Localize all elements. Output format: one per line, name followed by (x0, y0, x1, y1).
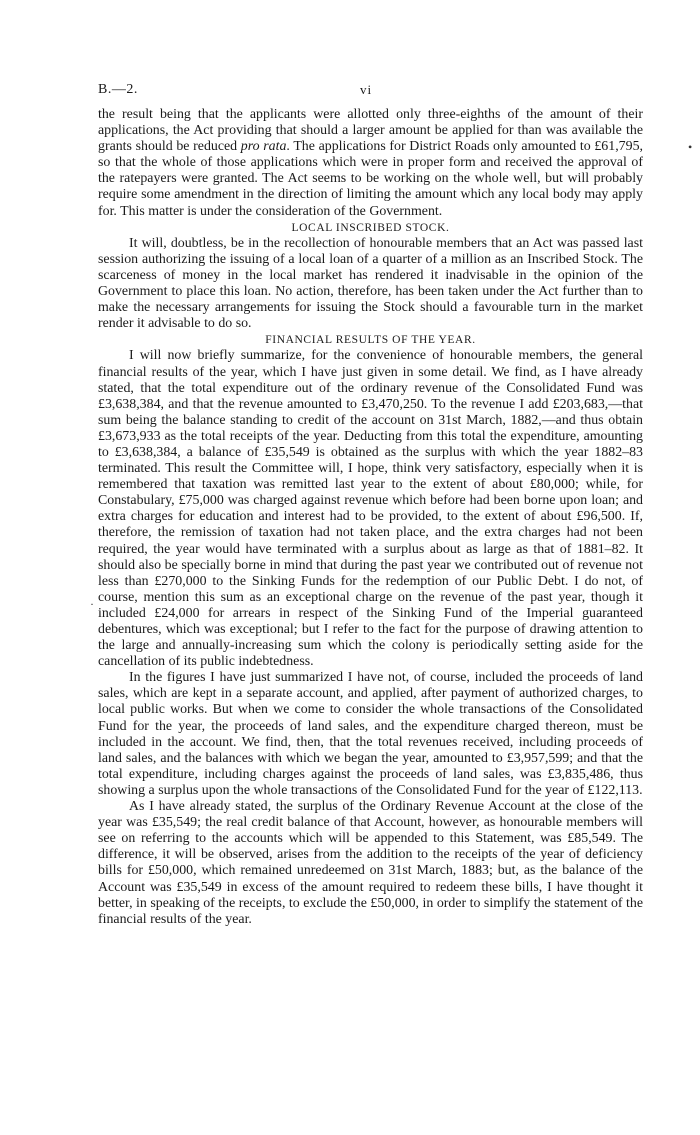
document-body (98, 107, 643, 928)
paragraph-local-stock: It will, doubtless, be in the recollection of honourable members that an Act was passed last session authorizing the issuing of a local loan of a quarter of a million as an Inscribed Stock. The scarceness of money in the local market has rendered it inadvisable in the opinion of the Government to place this loan. No action, therefore, has been taken under the Act further than to make the necessary arrangements for issuing the Stock should a favourable turn in the market render it advisable to do so. (98, 235, 643, 332)
page-number: vi (360, 82, 373, 97)
heading-local-inscribed-stock: LOCAL INSCRIBED STOCK. (291, 221, 450, 234)
continued-text-b: . The applications for District Roads only amounted to £61,795, so that the whole of those applications which were in proper form and received the approval of the ratepayers were granted. The Act seems to be working on the whole well, but will probably require some amendment in the direction of limiting the amount which any local body may apply for. This matter is under the consideration of the Government. (98, 139, 643, 219)
italic-phrase: pro rata (240, 139, 287, 155)
paragraph-land-sales: In the figures I have just summarized I have not, of course, included the proceeds of land sales, which are kept in a separate account, and applied, after payment of authorized charges, to local public works. But when we come to consider the whole transactions of the Consolidated Fund for the year, the proceeds of land sales, and the expenditure charged thereon, must be included in the account. We find, then, that the total revenues received, including proceeds of land sales, and the balances with which we began the year, amounted to £3,957,599; and that the total expenditure, including charges against the proceeds of land sales, was £3,835,486, thus showing a surplus upon the whole transactions of the Consolidated Fund for the year of £122,113. (98, 670, 643, 798)
paragraph-financial-summary: I will now briefly summarize, for the convenience of honourable members, the general financial results of the year, which I have just given in some detail. We find, as I have already stated, that the total expenditure out of the ordinary revenue of the Consolidated Fund was £3,638,384, and that the revenue amounted to £3,470,250. To the revenue I add £203,683,—that sum being the balance standing to credit of the account on 31st March, 1882,—and thus obtain £3,673,933 as the total receipts of the year. Deducting from this total the expenditure, amounting to £3,638,384, a balance of £35,549 is obtained as the surplus with which the year 1882–83 terminated. This result the Committee will, I hope, think very satisfactory, especially when it is remembered that taxation was remitted last year to the extent of about £80,000; while, for Constabulary, £75,000 was charged against revenue which before had been borne upon loan; and extra charges for education and interest had to be provided, to the extent of about £96,500. If, therefore, the remission of taxation had not taken place, and the extra charges had not been required, the year would have terminated with a surplus about as large as that of 1881–82. It should also be specially borne in mind that during the past year we contributed out of revenue not less than £270,000 to the Sinking Funds for the redemption of our Public Debt. I do not, of course, mention this sum as an exceptional charge on the revenue of the past year, though it included £24,000 for arrears in respect of the Sinking Fund of the Imperial guaranteed debentures, which was exceptional; but I refer to the fact for the purpose of drawing attention to the large and annually-increasing sum which the colony is periodically setting aside for the cancellation of its public indebtedness. (98, 348, 643, 670)
continued-text-a: the result being that the applicants were allotted only three-eighths of the amount of their applications, the Act providing that should a larger amount be applied for than was available the grants should be reduced (98, 107, 643, 155)
continued-paragraph (98, 107, 643, 220)
margin-mark-right: • (688, 140, 693, 154)
margin-mark-left: · (90, 597, 94, 611)
page-header (98, 82, 643, 102)
paragraph-credit-balance: As I have already stated, the surplus of the Ordinary Revenue Account at the close of the year was £35,549; the real credit balance of that Account, however, as honourable members will see on referring to the accounts which will be appended to this Statement, was £85,549. The difference, it will be observed, arises from the addition to the receipts of the year of deficiency bills for £50,000, which remained unredeemed on 31st March, 1883; but, as the balance of the Account was £35,549 in excess of the amount required to redeem these bills, I have thought it better, in speaking of the receipts, to exclude the £50,000, in order to simplify the statement of the financial results of the year. (98, 799, 643, 927)
document-reference: B.—2. (98, 82, 138, 97)
heading-financial-results: FINANCIAL RESULTS OF THE YEAR. (265, 334, 476, 347)
